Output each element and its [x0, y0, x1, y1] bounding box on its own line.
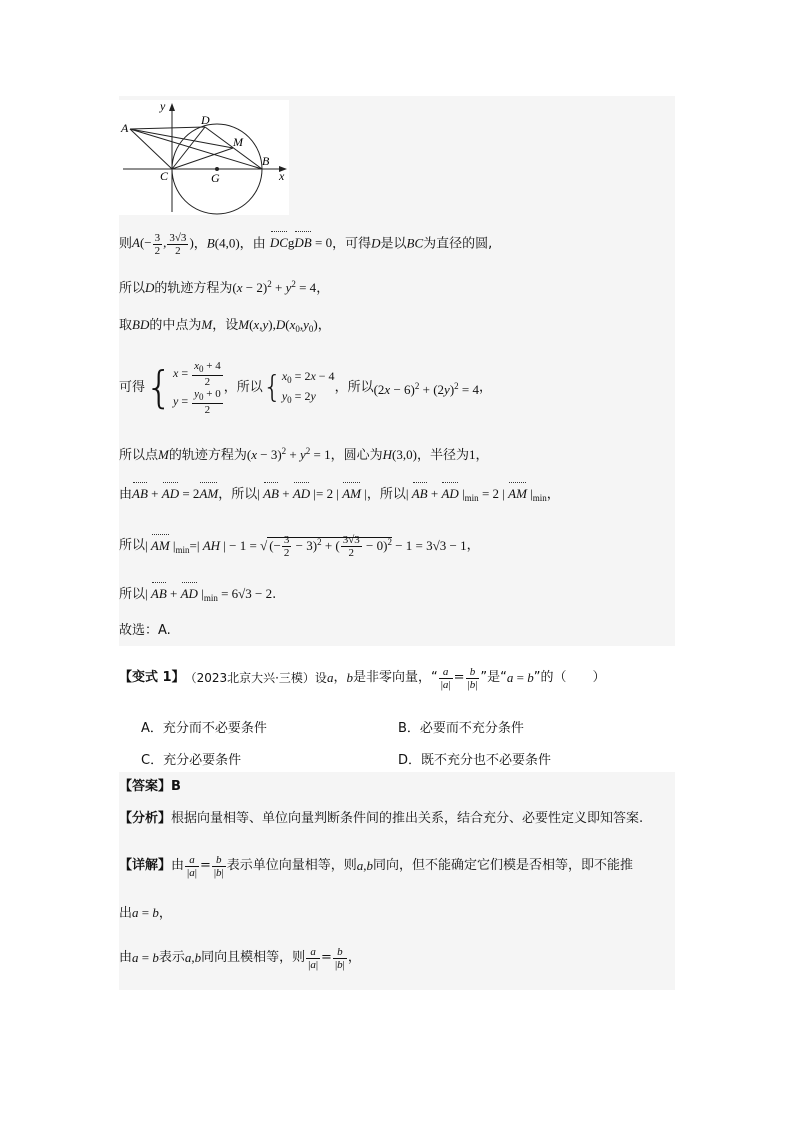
- detail-line-3: 由 a = b 表示 a,b 同向且模相等，则 $\frac{a}{|a|}$ = $\frac{b}{|b|}$ ，: [119, 945, 361, 971]
- answer-line: 【答案】B: [119, 779, 181, 794]
- solution-line-6: 由AB + AD = 2AM，所以| AB + AD |= 2 | AM |，所以| AB + AD $|_{min} = 2$ | AM $|_{min}$，: [119, 486, 560, 503]
- solution-line-7: 所以 | AM $|_{min}=|$ AH | − 1 = √ (− $\frac{3}{2}$ − 3)$^2$ + ( $\frac{3√3}{2}$ − 0)$^2$ − 1 = 3√3 − 1 ，: [119, 534, 480, 560]
- solution-line-2: 所以D的轨迹方程为$(x - 2)^2 + y^2 = 4$，: [119, 279, 330, 296]
- label-x: x: [279, 169, 285, 183]
- solution-line-3: 取BD的中点为M，设$M(x,y),D(x_0,y_0)$，: [119, 317, 331, 334]
- solution-line-4: 可得 { x = $\frac{x_0 + 4}{2}$ y = $\frac{y_0 + 0}{2}$ ，所以 { $x_0 = 2x - 4$ $y_0 = 2y$ ，所以 $(2x - 6)^2 + (2y)^2 = 4$ ，: [119, 360, 493, 416]
- label-a: A: [121, 121, 129, 135]
- label-d: D: [201, 113, 210, 127]
- variant-question: 【变式 1】 （2023北京大兴·三模）设 a ， b 是非零向量，“ $\frac{a}{|a|}$ = $\frac{b}{|b|}$ ”是“ a = b ”的（ ）: [119, 665, 606, 691]
- option-b[interactable]: B．必要而不充分条件: [398, 721, 524, 736]
- label-b: B: [262, 154, 270, 168]
- option-d[interactable]: D．既不充分也不必要条件: [398, 753, 552, 768]
- solution-line-8: 所以| AB + AD $|_{min} = 6√3 - 2$.: [119, 586, 277, 603]
- label-y: y: [160, 100, 166, 113]
- detail-line-2: 出a = b，: [119, 905, 172, 921]
- label-g: G: [211, 171, 220, 185]
- geometry-figure: [119, 100, 289, 215]
- option-c[interactable]: C．充分必要条件: [141, 753, 242, 768]
- detail-line-1: 【详解】 由 $\frac{a}{|a|}$ = $\frac{b}{|b|}$ 表示单位向量相等，则 a,b 同向，但不能确定它们模是否相等，即不能推: [119, 853, 634, 879]
- solution-line-1: 则A(− $\frac{3}{2}$ , $\frac{3√3}{2}$ )，B(4,0)，由 DCgDB = 0，可得D是以BC为直径的圆,: [119, 232, 493, 257]
- solution-line-5: 所以点M的轨迹方程为$(x - 3)^2 + y^2 = 1$，圆心为H(3,0)，半径为1，: [119, 446, 489, 463]
- label-m: M: [233, 135, 243, 149]
- label-c: C: [160, 169, 169, 183]
- analysis-line: 【分析】根据向量相等、单位向量判断条件间的推出关系，结合充分、必要性定义即知答案.: [119, 811, 644, 826]
- option-a[interactable]: A．充分而不必要条件: [141, 721, 267, 736]
- solution-conclusion: 故选：A.: [119, 623, 171, 638]
